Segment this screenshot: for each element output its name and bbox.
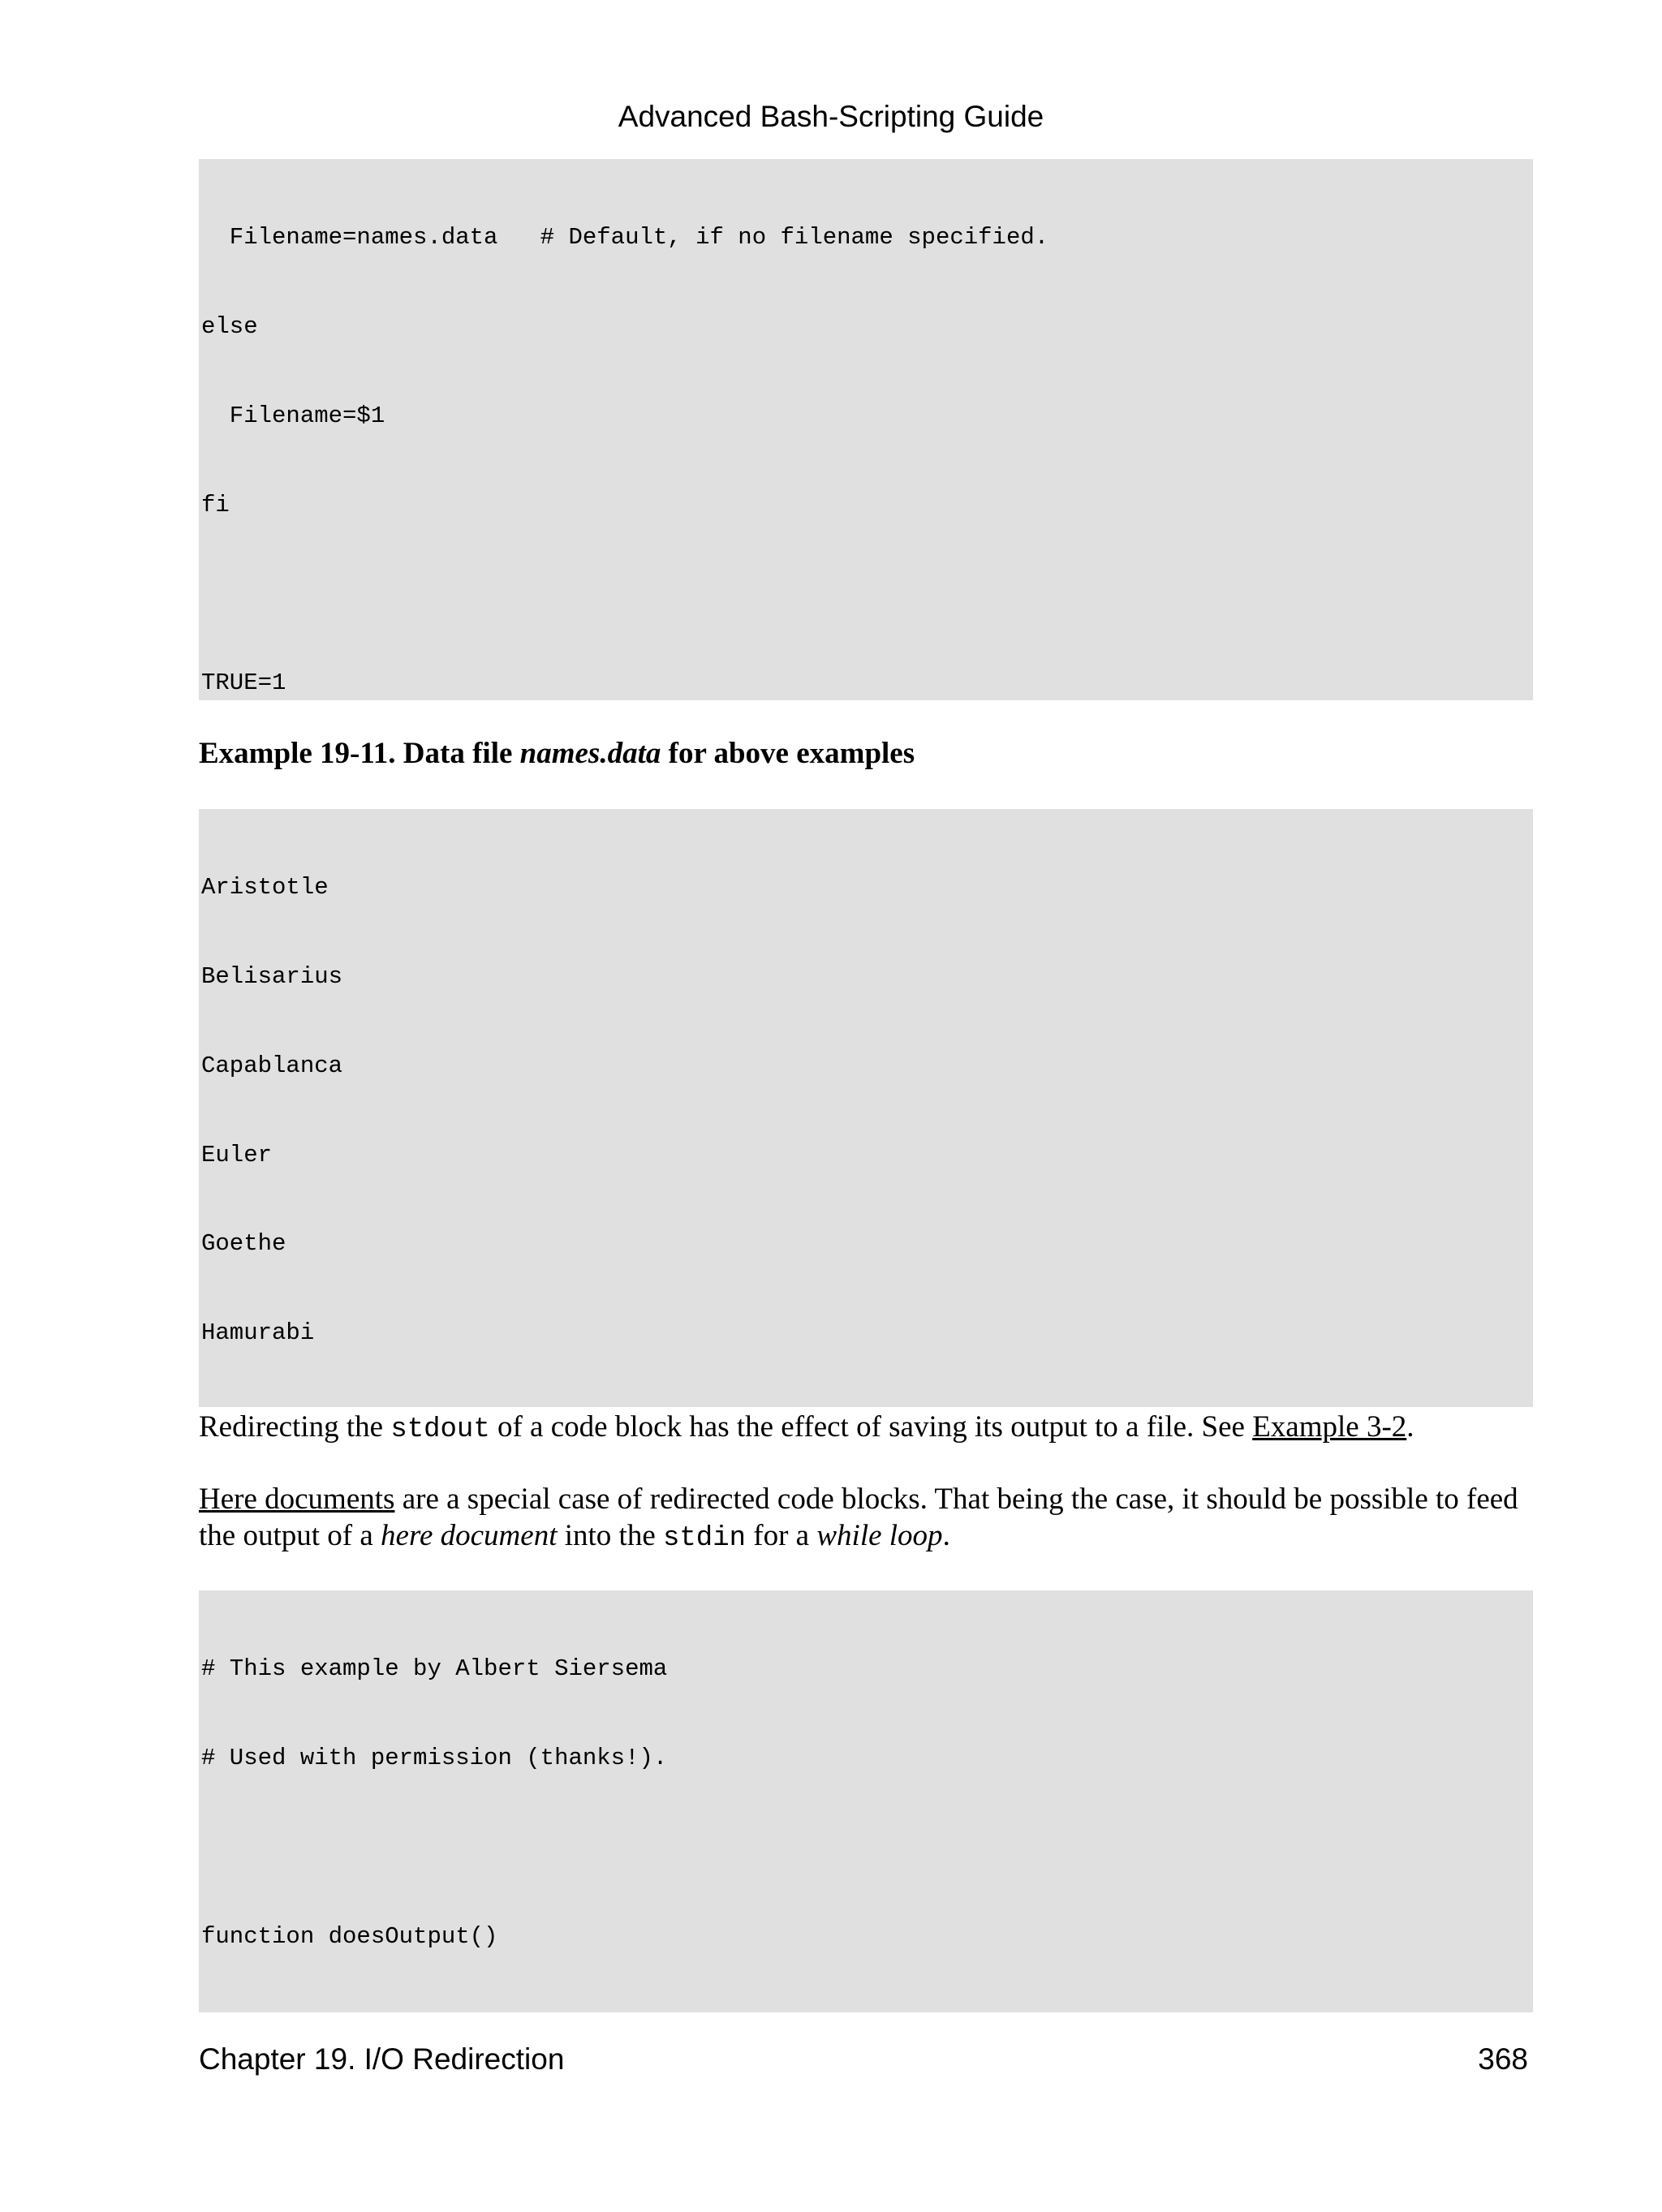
code-line: # This example by Albert Siersema: [201, 1655, 668, 1683]
emphasis-here-document: here document: [381, 1519, 558, 1552]
paragraph-text: are a special case of redirected code blocks. That being the case, it should be possible to feed the output of a: [199, 1483, 1518, 1552]
code-line: TRUE=1: [201, 669, 286, 697]
paragraph-text: Redirecting the: [199, 1410, 391, 1444]
footer-page-number: 368: [1478, 2042, 1528, 2076]
paragraph-here-documents: [199, 1481, 1538, 1557]
paragraph-stdout: [199, 1409, 1538, 1448]
link-here-documents[interactable]: Here documents: [199, 1483, 395, 1516]
inline-code-stdout: stdout: [390, 1414, 490, 1445]
paragraph-text: for a: [746, 1519, 817, 1552]
paragraph-text: into the: [557, 1519, 663, 1552]
code-line: Euler: [201, 1141, 273, 1168]
code-line: Belisarius: [201, 962, 343, 990]
example-title: [199, 735, 915, 772]
example-title-prefix: Example 19-11. Data file: [199, 737, 520, 770]
code-block-script-end: [199, 159, 1533, 700]
code-line: Aristotle: [201, 874, 329, 902]
page-header-title: Advanced Bash-Scripting Guide: [618, 100, 1044, 133]
code-line: else: [201, 312, 258, 340]
code-block-names-data: [199, 809, 1533, 1407]
code-line: [201, 2011, 1533, 2012]
code-line: # Used with permission (thanks!).: [201, 1744, 668, 1771]
paragraph-text: of a code block has the effect of saving its output to a file. See: [489, 1410, 1253, 1444]
link-example-3-2[interactable]: Example 3-2: [1252, 1410, 1407, 1444]
example-title-suffix: for above examples: [661, 737, 915, 770]
code-line: [201, 579, 1533, 609]
code-line: [201, 1833, 1533, 1863]
emphasis-while-loop: while loop: [816, 1519, 943, 1552]
example-title-filename: names.data: [519, 737, 661, 770]
code-line: Capablanca: [201, 1052, 343, 1079]
footer-chapter: Chapter 19. I/O Redirection: [199, 2042, 565, 2076]
inline-code-stdin: stdin: [663, 1523, 747, 1554]
code-line: Filename=$1: [201, 402, 385, 429]
code-line: Hamurabi: [201, 1319, 315, 1347]
code-line: function doesOutput(): [201, 1922, 498, 1950]
code-line: Filename=names.data # Default, if no filename specified.: [201, 224, 1049, 252]
code-line: Goethe: [201, 1230, 286, 1258]
code-line: fi: [201, 491, 230, 519]
code-block-while-loop-example: [199, 1590, 1533, 2012]
paragraph-text: .: [1406, 1410, 1414, 1444]
paragraph-text: .: [942, 1519, 950, 1552]
